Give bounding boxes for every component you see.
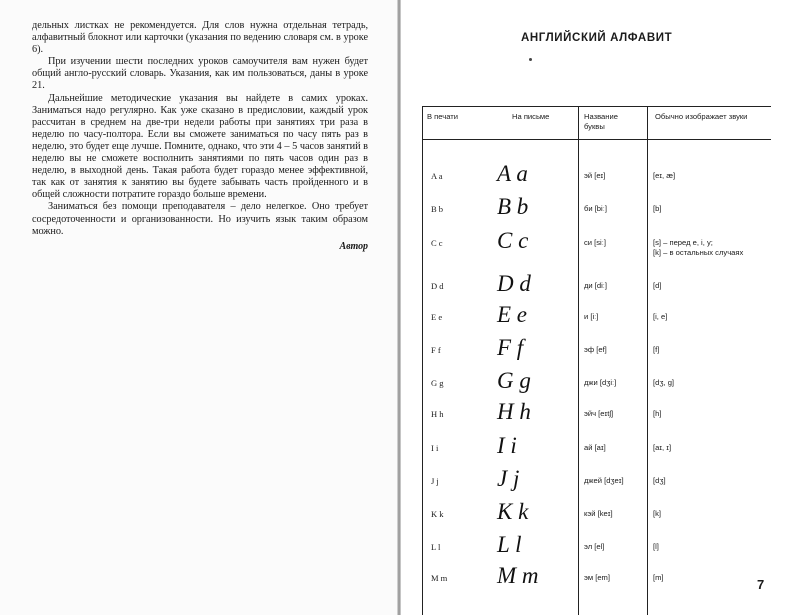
letter-name: джи [dʒiː] [584, 378, 617, 387]
letter-sounds: [dʒ, g] [653, 378, 675, 387]
script-letter: G g [497, 368, 531, 393]
paragraph: Заниматься без помощи преподавателя – дело нелегкое. Оно требует сосредоточенности и организованности. Но изучить язык таким образом можно. [32, 201, 368, 237]
letter-name: эм [em] [584, 573, 610, 582]
print-speck [529, 58, 532, 61]
print-letter: F f [431, 345, 441, 355]
script-letter: L l [497, 532, 522, 557]
right-page [401, 0, 800, 615]
print-letter: E e [431, 312, 443, 322]
script-letter: A a [497, 161, 528, 186]
letter-name: ай [aɪ] [584, 443, 606, 452]
letter-sounds: [b] [653, 204, 662, 213]
letter-name: эй [eɪ] [584, 171, 606, 180]
table-row [422, 335, 771, 363]
left-page [0, 0, 398, 615]
script-letter: I i [497, 433, 517, 458]
letter-name: и [iː] [584, 312, 599, 321]
print-letter: B b [431, 204, 444, 214]
letter-sounds: [k] [653, 509, 662, 518]
script-letter: M m [497, 563, 539, 588]
print-letter: H h [431, 409, 444, 419]
letter-sounds: [dʒ] [653, 476, 666, 485]
letter-sounds: [l] [653, 542, 659, 551]
script-letter: E e [497, 302, 528, 327]
letter-sounds: [d] [653, 281, 662, 290]
letter-sounds: [h] [653, 409, 662, 418]
print-letter: A a [431, 171, 443, 181]
letter-name: эйч [eɪtʃ] [584, 409, 614, 418]
table-row [422, 532, 771, 560]
letter-sounds: [f] [653, 345, 660, 354]
print-letter: K k [431, 509, 444, 519]
table-row [422, 228, 771, 257]
page-number: 7 [757, 577, 765, 592]
header-name: Название буквы [584, 112, 618, 131]
table-row [422, 368, 771, 396]
paragraph: дельных листках не рекомендуется. Для слов нужна отдельная тетрадь, алфавитный блокнот или карточки (указания по ведению словаря см. в уроке 6). [32, 20, 368, 56]
letter-sounds: [aɪ, ɪ] [653, 443, 672, 452]
table-row [422, 271, 771, 299]
letter-name: си [siː] [584, 238, 606, 247]
script-letter: C c [497, 228, 529, 253]
letter-name: эл [el] [584, 542, 605, 551]
print-letter: M m [431, 573, 448, 583]
letter-name: джей [dʒeɪ] [584, 476, 624, 485]
print-letter: G g [431, 378, 444, 388]
author-signature: Автор [339, 240, 368, 252]
script-letter: D d [497, 271, 531, 296]
table-row [422, 433, 771, 461]
letter-name: ди [diː] [584, 281, 608, 290]
print-letter: L l [431, 542, 441, 552]
letter-name: би [biː] [584, 204, 607, 213]
header-script: На письме [512, 112, 550, 121]
header-print: В печати [427, 112, 458, 121]
letter-sounds: [s] – перед e, i, y; [k] – в остальных случаях [653, 238, 744, 257]
paragraph: Дальнейшие методические указания вы найдете в самих уроках. Заниматься надо регулярно. Как уже сказано в предисловии, каждый урок рассчитан в среднем на две-три недели работы при занятиях три раза в неделю по часу-полтора. Если вы сможете заниматься по часу пять раз в неделю, это будет еще лучше. Помните, однако, что эти 4 – 5 часов занятий в неделю вы не сможете восполнить занятиями по пять часов один раз в неделю, в выходной день. Такая работа будет гораздо менее эффективной, так как от занятия к занятию вы будете забывать часть пройденного и в общей сложности потратите гораздо больше времени. [32, 92, 368, 201]
table-row [422, 399, 771, 427]
script-letter: K k [497, 499, 529, 524]
table-row [422, 194, 771, 222]
script-letter: H h [497, 399, 531, 424]
page-title: АНГЛИЙСКИЙ АЛФАВИТ [521, 32, 673, 44]
alphabet-table [422, 106, 771, 615]
print-letter: D d [431, 281, 444, 291]
letter-sounds: [m] [653, 573, 664, 582]
print-letter: C c [431, 238, 443, 248]
print-letter: J j [431, 476, 439, 486]
preface-text [32, 20, 368, 253]
script-letter: B b [497, 194, 529, 219]
table-row [422, 563, 771, 591]
table-row [422, 499, 771, 527]
paragraph: При изучении шести последних уроков самоучителя вам нужен будет общий англо-русский словарь. Указания, как им пользоваться, даны в уроке 21. [32, 56, 368, 92]
script-letter: F f [497, 335, 524, 360]
letter-name: эф [ef] [584, 345, 607, 354]
header-sounds: Обычно изображает звуки [655, 112, 748, 121]
letter-name: кэй [keɪ] [584, 509, 613, 518]
letter-sounds: [i, e] [653, 312, 668, 321]
table-row [422, 466, 771, 494]
table-row [422, 161, 771, 189]
letter-sounds: [eɪ, æ] [653, 171, 676, 180]
script-letter: J j [497, 466, 520, 491]
table-row [422, 302, 771, 330]
print-letter: I i [431, 443, 439, 453]
